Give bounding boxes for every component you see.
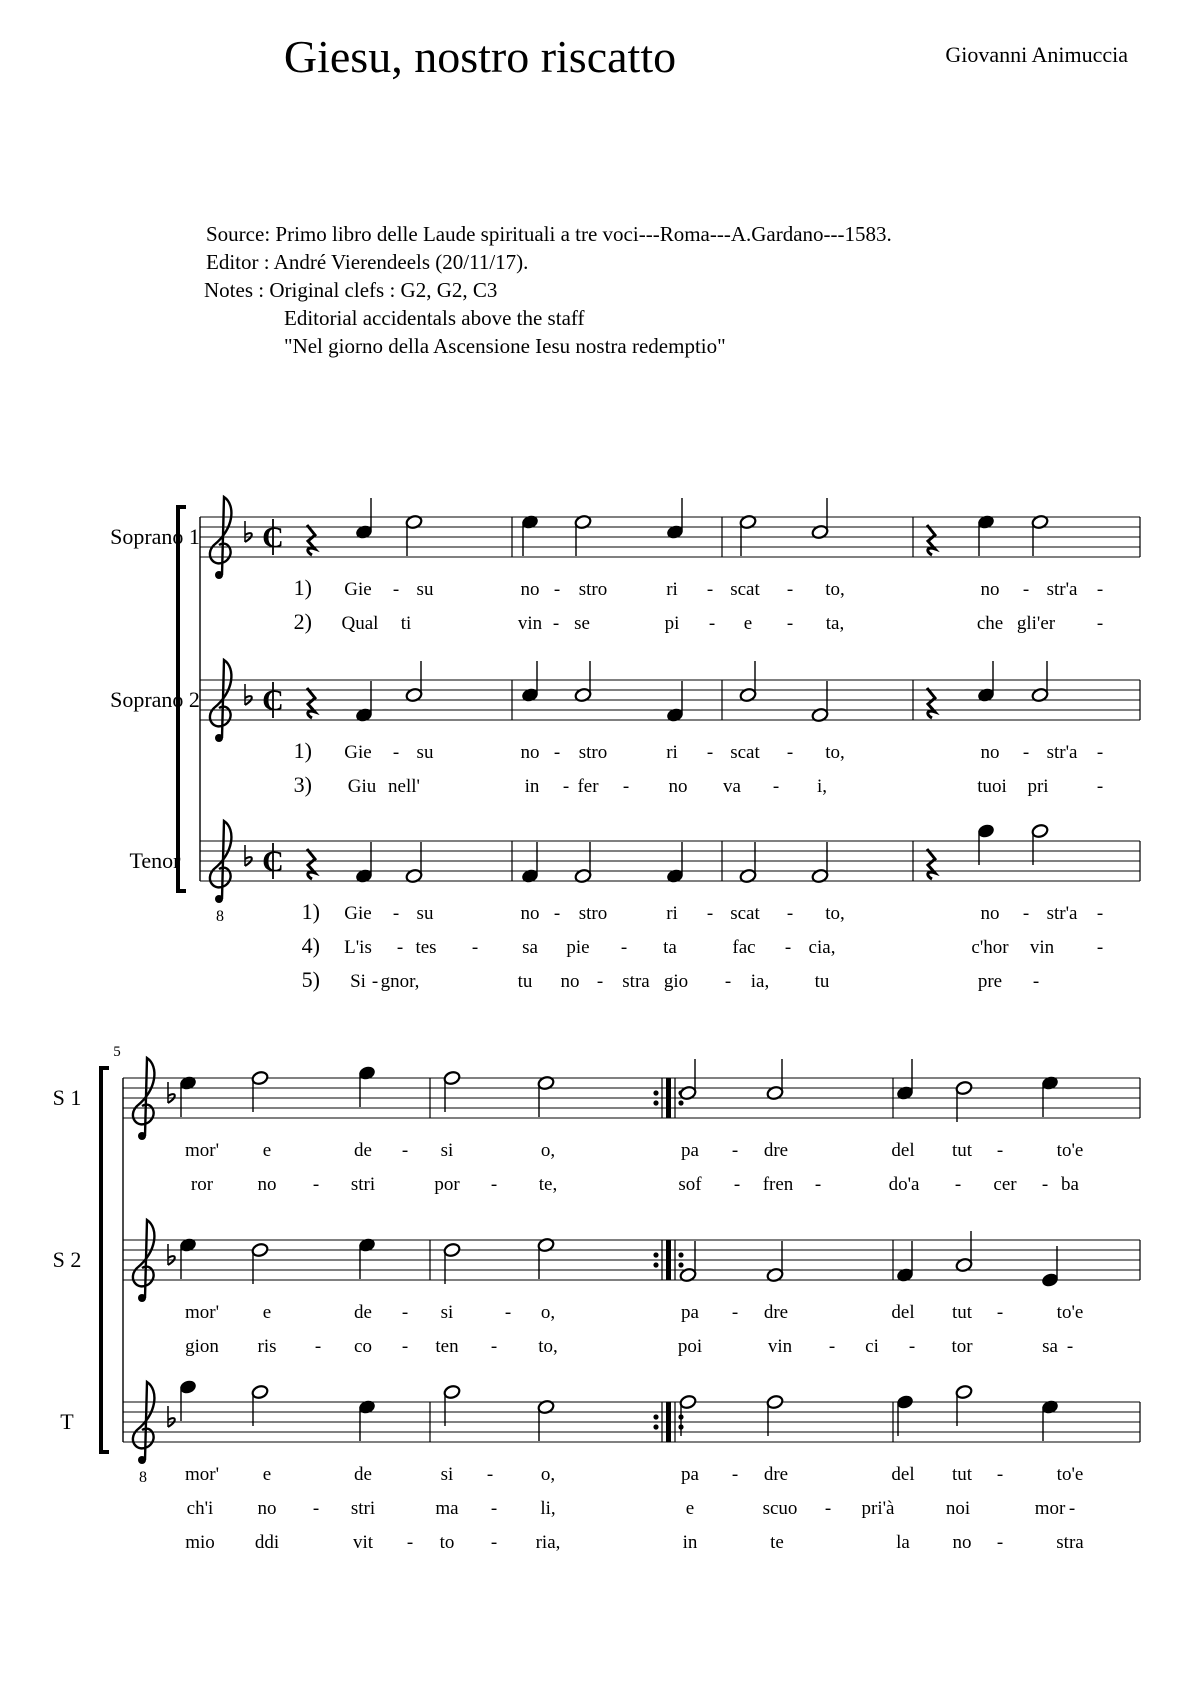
lyric-syllable: - <box>772 776 780 797</box>
verse-number: 1) <box>301 899 320 924</box>
lyric-syllable: - <box>706 742 714 763</box>
lyric-syllable: no <box>980 579 1000 600</box>
lyric-syllable: nell' <box>388 776 420 797</box>
lyric-syllable: va <box>723 776 741 797</box>
lyric-syllable: - <box>1066 1336 1074 1357</box>
lyric-syllable: in <box>524 776 540 797</box>
lyric-syllable: stra <box>622 971 650 992</box>
lyric-syllable: - <box>1096 742 1104 763</box>
voice-label: Tenor <box>129 848 181 873</box>
lyric-syllable: - <box>490 1498 498 1519</box>
lyric-syllable: - <box>406 1532 414 1553</box>
lyric-syllable: o, <box>540 1464 556 1485</box>
lyric-syllable: por <box>434 1174 460 1195</box>
lyric-syllable: Gie <box>344 742 372 763</box>
lyric-syllable: stri <box>350 1498 376 1519</box>
repeat-thick-bar <box>666 1240 671 1280</box>
lyric-syllable: to, <box>825 903 845 924</box>
lyric-syllable: mor <box>1034 1498 1066 1519</box>
time-signature-glyph: C <box>262 845 284 878</box>
lyric-syllable: no <box>520 742 540 763</box>
lyric-syllable: tut <box>951 1140 973 1161</box>
half-note <box>443 1070 461 1085</box>
lyric-syllable: ri <box>666 579 678 600</box>
lyric-syllable: ta <box>663 937 677 958</box>
lyric-syllable: ria, <box>535 1532 561 1553</box>
lyric-syllable: no <box>952 1532 972 1553</box>
lyric-syllable: o, <box>540 1140 556 1161</box>
lyric-syllable: L'is <box>344 937 372 958</box>
lyric-syllable: stro <box>578 903 608 924</box>
lyric-syllable: gli'er <box>1016 613 1056 634</box>
lyric-syllable: - <box>312 1174 320 1195</box>
lyric-syllable: - <box>731 1302 739 1323</box>
lyric-syllable: e <box>262 1140 272 1161</box>
lyric-syllable: - <box>824 1498 832 1519</box>
lyric-syllable: del <box>891 1140 915 1161</box>
lyric-syllable: ch'i <box>186 1498 214 1519</box>
system-bracket <box>101 1068 109 1452</box>
lyric-syllable: co <box>354 1336 372 1357</box>
lyric-syllable: ten <box>435 1336 459 1357</box>
lyric-syllable: - <box>620 937 628 958</box>
lyric-syllable: tor <box>951 1336 973 1357</box>
lyric-syllable: no <box>668 776 688 797</box>
lyric-syllable: to, <box>825 742 845 763</box>
lyric-syllable: mor' <box>184 1140 220 1161</box>
lyric-syllable: ri <box>666 742 678 763</box>
lyric-syllable: pa <box>681 1302 699 1323</box>
system-2 <box>53 1044 1140 1553</box>
quarter-rest <box>307 525 315 555</box>
lyric-syllable: no <box>980 903 1000 924</box>
lyric-syllable: tes <box>415 937 437 958</box>
lyric-syllable: ta, <box>825 613 845 634</box>
lyric-syllable: su <box>416 742 434 763</box>
lyric-syllable: no <box>520 903 540 924</box>
quarter-rest <box>927 688 935 718</box>
lyric-syllable: stri <box>350 1174 376 1195</box>
flat-bowl <box>245 857 252 866</box>
lyric-syllable: mor' <box>184 1302 220 1323</box>
lyric-syllable: se <box>574 613 590 634</box>
lyric-syllable: do'a <box>888 1174 920 1195</box>
lyric-syllable: - <box>731 1464 739 1485</box>
lyric-syllable: - <box>553 579 561 600</box>
lyric-syllable: - <box>471 937 479 958</box>
staff-1 <box>53 1058 1140 1195</box>
lyric-syllable: str'a <box>1046 903 1078 924</box>
lyric-syllable: de <box>354 1140 372 1161</box>
lyric-syllable: ri <box>666 903 678 924</box>
verse-number: 1) <box>293 575 312 600</box>
flat-bowl <box>168 1094 175 1103</box>
lyric-syllable: si <box>440 1302 454 1323</box>
lyric-syllable: tut <box>951 1302 973 1323</box>
repeat-dot <box>653 1252 658 1257</box>
lyric-syllable: - <box>1022 903 1030 924</box>
lyric-syllable: - <box>1022 579 1030 600</box>
half-note <box>766 1394 784 1409</box>
lyric-syllable: tu <box>517 971 533 992</box>
lyric-syllable: pri <box>1027 776 1049 797</box>
lyric-syllable: la <box>896 1532 910 1553</box>
treble-clef-icon <box>210 660 232 738</box>
lyric-syllable: - <box>1041 1174 1049 1195</box>
lyric-syllable: - <box>996 1464 1004 1485</box>
lyric-syllable: - <box>828 1336 836 1357</box>
repeat-thick-bar <box>666 1402 671 1442</box>
lyric-syllable: tut <box>951 1464 973 1485</box>
lyric-syllable: to, <box>825 579 845 600</box>
repeat-dot <box>653 1090 658 1095</box>
lyric-syllable: - <box>1022 742 1030 763</box>
editor-note: Editor : André Vierendeels (20/11/17). <box>206 250 529 274</box>
verse-number: 1) <box>293 738 312 763</box>
clef-dot <box>215 734 223 742</box>
repeat-dot <box>653 1262 658 1267</box>
lyric-syllable: mio <box>185 1532 215 1553</box>
treble-clef-icon <box>133 1382 155 1460</box>
lyric-syllable: tu <box>814 971 830 992</box>
lyric-syllable: de <box>354 1464 372 1485</box>
lyric-syllable: pri'à <box>861 1498 895 1519</box>
lyric-syllable: vin <box>767 1336 793 1357</box>
piece-title: Giesu, nostro riscatto <box>283 31 677 82</box>
voice-label: S 1 <box>52 1085 82 1110</box>
lyric-syllable: fer <box>577 776 599 797</box>
lyric-syllable: - <box>731 1140 739 1161</box>
lyric-syllable: - <box>814 1174 822 1195</box>
lyric-syllable: - <box>596 971 604 992</box>
lyric-syllable: gnor, <box>380 971 420 992</box>
half-note <box>679 1394 697 1409</box>
flat-bowl <box>245 533 252 542</box>
repeat-dot <box>678 1252 683 1257</box>
lyric-syllable: fren <box>762 1174 794 1195</box>
lyric-syllable: to'e <box>1056 1302 1084 1323</box>
lyric-syllable: tuoi <box>977 776 1007 797</box>
lyric-syllable: pa <box>681 1464 699 1485</box>
lyric-syllable: - <box>401 1140 409 1161</box>
voice-label: S 2 <box>52 1247 82 1272</box>
lyric-syllable: - <box>733 1174 741 1195</box>
lyric-syllable: - <box>553 742 561 763</box>
staff-3 <box>60 1379 1140 1553</box>
lyric-syllable: - <box>392 742 400 763</box>
lyric-syllable: Gie <box>344 579 372 600</box>
lyric-syllable: - <box>504 1302 512 1323</box>
quarter-note <box>1041 1272 1059 1287</box>
lyric-syllable: sa <box>522 937 538 958</box>
lyric-syllable: poi <box>677 1336 703 1357</box>
lyric-syllable: che <box>976 613 1004 634</box>
flat-bowl <box>168 1418 175 1427</box>
lyric-syllable: no <box>257 1174 277 1195</box>
measure-number: 5 <box>113 1044 121 1060</box>
half-note <box>251 1070 269 1085</box>
lyric-syllable: - <box>1068 1498 1076 1519</box>
lyric-syllable: stro <box>578 742 608 763</box>
lyric-syllable: o, <box>540 1302 556 1323</box>
composer-name: Giovanni Animuccia <box>945 42 1128 67</box>
lyric-syllable: ddi <box>254 1532 280 1553</box>
lyric-syllable: - <box>392 903 400 924</box>
lyric-syllable: Giu <box>347 776 377 797</box>
lyric-syllable: - <box>706 903 714 924</box>
lyric-syllable: stra <box>1056 1532 1084 1553</box>
lyric-syllable: to, <box>538 1336 558 1357</box>
lyric-syllable: - <box>908 1336 916 1357</box>
half-note <box>955 1384 973 1399</box>
lyric-syllable: del <box>891 1302 915 1323</box>
lyric-syllable: vin <box>517 613 543 634</box>
lyric-syllable: - <box>724 971 732 992</box>
lyric-syllable: - <box>708 613 716 634</box>
staff-2 <box>110 660 1140 797</box>
voice-label: Soprano 2 <box>110 687 200 712</box>
clef-dot <box>215 571 223 579</box>
lyric-syllable: - <box>490 1336 498 1357</box>
voice-label: T <box>60 1409 74 1434</box>
clef-dot <box>138 1294 146 1302</box>
lyric-syllable: ris <box>257 1336 277 1357</box>
quarter-note <box>977 823 995 838</box>
repeat-dot <box>678 1100 683 1105</box>
lyric-syllable: - <box>1096 613 1104 634</box>
treble-clef-icon <box>133 1058 155 1136</box>
lyric-syllable: li, <box>540 1498 556 1519</box>
lyric-syllable: to'e <box>1056 1140 1084 1161</box>
lyric-syllable: - <box>1096 776 1104 797</box>
verse-number: 4) <box>301 933 320 958</box>
lyric-syllable: pi <box>664 613 680 634</box>
half-note <box>443 1242 461 1257</box>
lyric-syllable: - <box>996 1140 1004 1161</box>
lyric-syllable: - <box>371 971 379 992</box>
lyric-syllable: te, <box>538 1174 558 1195</box>
lyric-syllable: sa <box>1042 1336 1058 1357</box>
lyric-syllable: - <box>552 613 560 634</box>
lyric-syllable: pre <box>977 971 1003 992</box>
lyric-syllable: mor' <box>184 1464 220 1485</box>
voice-label: Soprano 1 <box>110 524 200 549</box>
treble-clef-icon <box>133 1220 155 1298</box>
lyric-syllable: e <box>262 1464 272 1485</box>
half-note <box>955 1080 973 1095</box>
lyric-syllable: Si <box>350 971 366 992</box>
lyric-syllable: Gie <box>344 903 372 924</box>
clef-dot <box>215 895 223 903</box>
lyric-syllable: - <box>396 937 404 958</box>
repeat-thick-bar <box>666 1078 671 1118</box>
lyric-syllable: - <box>490 1174 498 1195</box>
half-note <box>443 1384 461 1399</box>
lyric-syllable: ti <box>400 613 412 634</box>
lyric-syllable: - <box>786 579 794 600</box>
flat-bowl <box>168 1256 175 1265</box>
half-note <box>251 1384 269 1399</box>
repeat-dot <box>653 1100 658 1105</box>
time-signature-glyph: C <box>262 521 284 554</box>
source-note: Source: Primo libro delle Laude spirituali a tre voci---Roma---A.Gardano---1583. <box>206 222 892 246</box>
lyric-syllable: - <box>706 579 714 600</box>
lyric-syllable: dre <box>763 1464 789 1485</box>
verse-number: 2) <box>293 609 312 634</box>
lyric-syllable: - <box>996 1302 1004 1323</box>
lyric-syllable: c'hor <box>971 937 1009 958</box>
lyric-syllable: - <box>401 1302 409 1323</box>
clefs-note: Notes : Original clefs : G2, G2, C3 <box>204 278 498 302</box>
lyric-syllable: scuo <box>762 1498 798 1519</box>
lyric-syllable: si <box>440 1464 454 1485</box>
repeat-dot <box>653 1424 658 1429</box>
staff-1 <box>110 497 1140 634</box>
lyric-syllable: stro <box>578 579 608 600</box>
lyric-syllable: to <box>439 1532 455 1553</box>
lyric-syllable: ba <box>1061 1174 1079 1195</box>
lyric-syllable: scat <box>730 579 760 600</box>
lyric-syllable: gio <box>663 971 689 992</box>
lyric-syllable: - <box>392 579 400 600</box>
octave-mark: 8 <box>139 1469 147 1486</box>
lyric-syllable: - <box>954 1174 962 1195</box>
lyric-syllable: - <box>622 776 630 797</box>
lyric-syllable: pa <box>681 1140 699 1161</box>
lyric-syllable: - <box>553 903 561 924</box>
lyric-syllable: in <box>682 1532 698 1553</box>
lyric-syllable: - <box>786 742 794 763</box>
quarter-rest <box>307 688 315 718</box>
lyric-syllable: no <box>980 742 1000 763</box>
lyric-syllable: to'e <box>1056 1464 1084 1485</box>
treble-clef-icon <box>210 821 232 899</box>
lyric-syllable: scat <box>730 742 760 763</box>
system-1 <box>110 497 1140 992</box>
repeat-dot <box>653 1414 658 1419</box>
lyric-syllable: Qual <box>341 613 379 634</box>
lyric-syllable: cer <box>993 1174 1017 1195</box>
clef-dot <box>138 1456 146 1464</box>
clef-dot <box>138 1132 146 1140</box>
lyric-syllable: - <box>314 1336 322 1357</box>
lyric-syllable: - <box>784 937 792 958</box>
lyric-syllable: te <box>770 1532 784 1553</box>
lyric-syllable: vit <box>352 1532 374 1553</box>
lyric-syllable: e <box>685 1498 695 1519</box>
lyric-syllable: - <box>486 1464 494 1485</box>
flat-bowl <box>245 696 252 705</box>
lyric-syllable: no <box>560 971 580 992</box>
lyric-syllable: dre <box>763 1302 789 1323</box>
staff-3 <box>130 821 1141 992</box>
lyric-syllable: noi <box>945 1498 971 1519</box>
quarter-rest <box>927 849 935 879</box>
repeat-dot <box>678 1262 683 1267</box>
lyric-syllable: dre <box>763 1140 789 1161</box>
lyric-syllable: del <box>891 1464 915 1485</box>
lyric-syllable: - <box>1032 971 1040 992</box>
quarter-rest <box>927 525 935 555</box>
lyric-syllable: str'a <box>1046 742 1078 763</box>
lyric-syllable: si <box>440 1140 454 1161</box>
lyric-syllable: su <box>416 903 434 924</box>
lyric-syllable: - <box>562 776 570 797</box>
lyric-syllable: e <box>743 613 753 634</box>
staff-2 <box>53 1220 1140 1357</box>
time-signature-glyph: C <box>262 684 284 717</box>
lyric-syllable: - <box>1096 937 1104 958</box>
lyric-syllable: no <box>520 579 540 600</box>
half-note <box>1031 823 1049 838</box>
lyric-syllable: no <box>257 1498 277 1519</box>
lyric-syllable: - <box>490 1532 498 1553</box>
lyric-syllable: i, <box>816 776 828 797</box>
half-note <box>251 1242 269 1257</box>
lyric-syllable: ror <box>190 1174 214 1195</box>
verse-number: 5) <box>301 967 320 992</box>
lyric-syllable: e <box>262 1302 272 1323</box>
lyric-syllable: gion <box>185 1336 219 1357</box>
occasion-note: "Nel giorno della Ascensione Iesu nostra redemptio" <box>284 334 726 358</box>
lyric-syllable: ma <box>435 1498 459 1519</box>
lyric-syllable: - <box>312 1498 320 1519</box>
lyric-syllable: - <box>1096 579 1104 600</box>
lyric-syllable: de <box>354 1302 372 1323</box>
verse-number: 3) <box>293 772 312 797</box>
lyric-syllable: - <box>996 1532 1004 1553</box>
lyric-syllable: vin <box>1029 937 1055 958</box>
accidentals-note: Editorial accidentals above the staff <box>284 306 585 330</box>
quarter-rest <box>307 849 315 879</box>
lyric-syllable: ia, <box>750 971 770 992</box>
lyric-syllable: str'a <box>1046 579 1078 600</box>
quarter-note <box>179 1379 197 1394</box>
lyric-syllable: pie <box>566 937 590 958</box>
lyric-syllable: fac <box>732 937 756 958</box>
lyric-syllable: - <box>401 1336 409 1357</box>
lyric-syllable: sof <box>678 1174 702 1195</box>
lyric-syllable: ci <box>865 1336 879 1357</box>
lyric-syllable: - <box>786 903 794 924</box>
lyric-syllable: - <box>1096 903 1104 924</box>
octave-mark: 8 <box>216 908 224 925</box>
lyric-syllable: - <box>786 613 794 634</box>
treble-clef-icon <box>210 497 232 575</box>
lyric-syllable: scat <box>730 903 760 924</box>
lyric-syllable: su <box>416 579 434 600</box>
quarter-note <box>896 1394 914 1409</box>
lyric-syllable: cia, <box>808 937 836 958</box>
